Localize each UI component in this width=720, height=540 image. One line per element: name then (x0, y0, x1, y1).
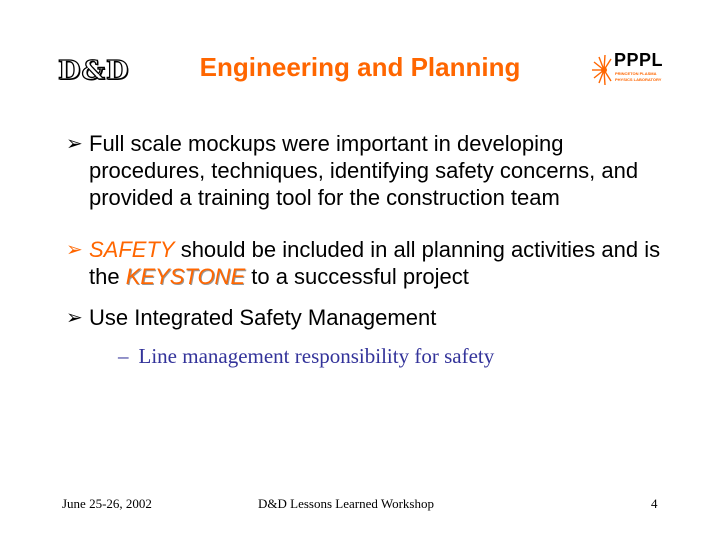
dash-bullet-icon: – (118, 344, 129, 368)
bullet-text (89, 236, 666, 290)
bullet-text-part: should be included in all planning activities and is the (89, 237, 661, 289)
keystone-emphasis: KEYSTONE (125, 264, 246, 289)
safety-emphasis: SAFETY (89, 237, 175, 262)
pppl-logo-subtitle-2: PHYSICS LABORATORY (615, 77, 662, 82)
pppl-logo-text: PPPL (614, 50, 664, 70)
bullet-text-part: to a successful project (245, 264, 469, 289)
footer-date: June 25-26, 2002 (62, 496, 152, 511)
bullet-text: Use Integrated Safety Management (89, 305, 437, 330)
bullet-safety (66, 236, 666, 290)
slide-title: Engineering and Planning (199, 52, 521, 82)
dd-logo: D&D (58, 56, 130, 86)
arrow-bullet-icon: ➢ (66, 237, 83, 261)
arrow-bullet-icon: ➢ (66, 131, 83, 155)
arrow-bullet-icon: ➢ (66, 305, 83, 329)
sub-bullet-text: Line management responsibility for safety (138, 344, 495, 368)
sub-bullet-line-management (118, 344, 494, 369)
bullet-ism (66, 304, 666, 331)
pppl-logo-subtitle-1: PRINCETON PLASMA (615, 71, 657, 76)
footer-page-number: 4 (651, 496, 658, 511)
bullet-text: Full scale mockups were important in developing procedures, techniques, identifying safety concerns, and provided a training tool for the construction team (89, 131, 639, 210)
bullet-mockups (66, 130, 666, 211)
footer-event: D&D Lessons Learned Workshop (258, 496, 434, 511)
